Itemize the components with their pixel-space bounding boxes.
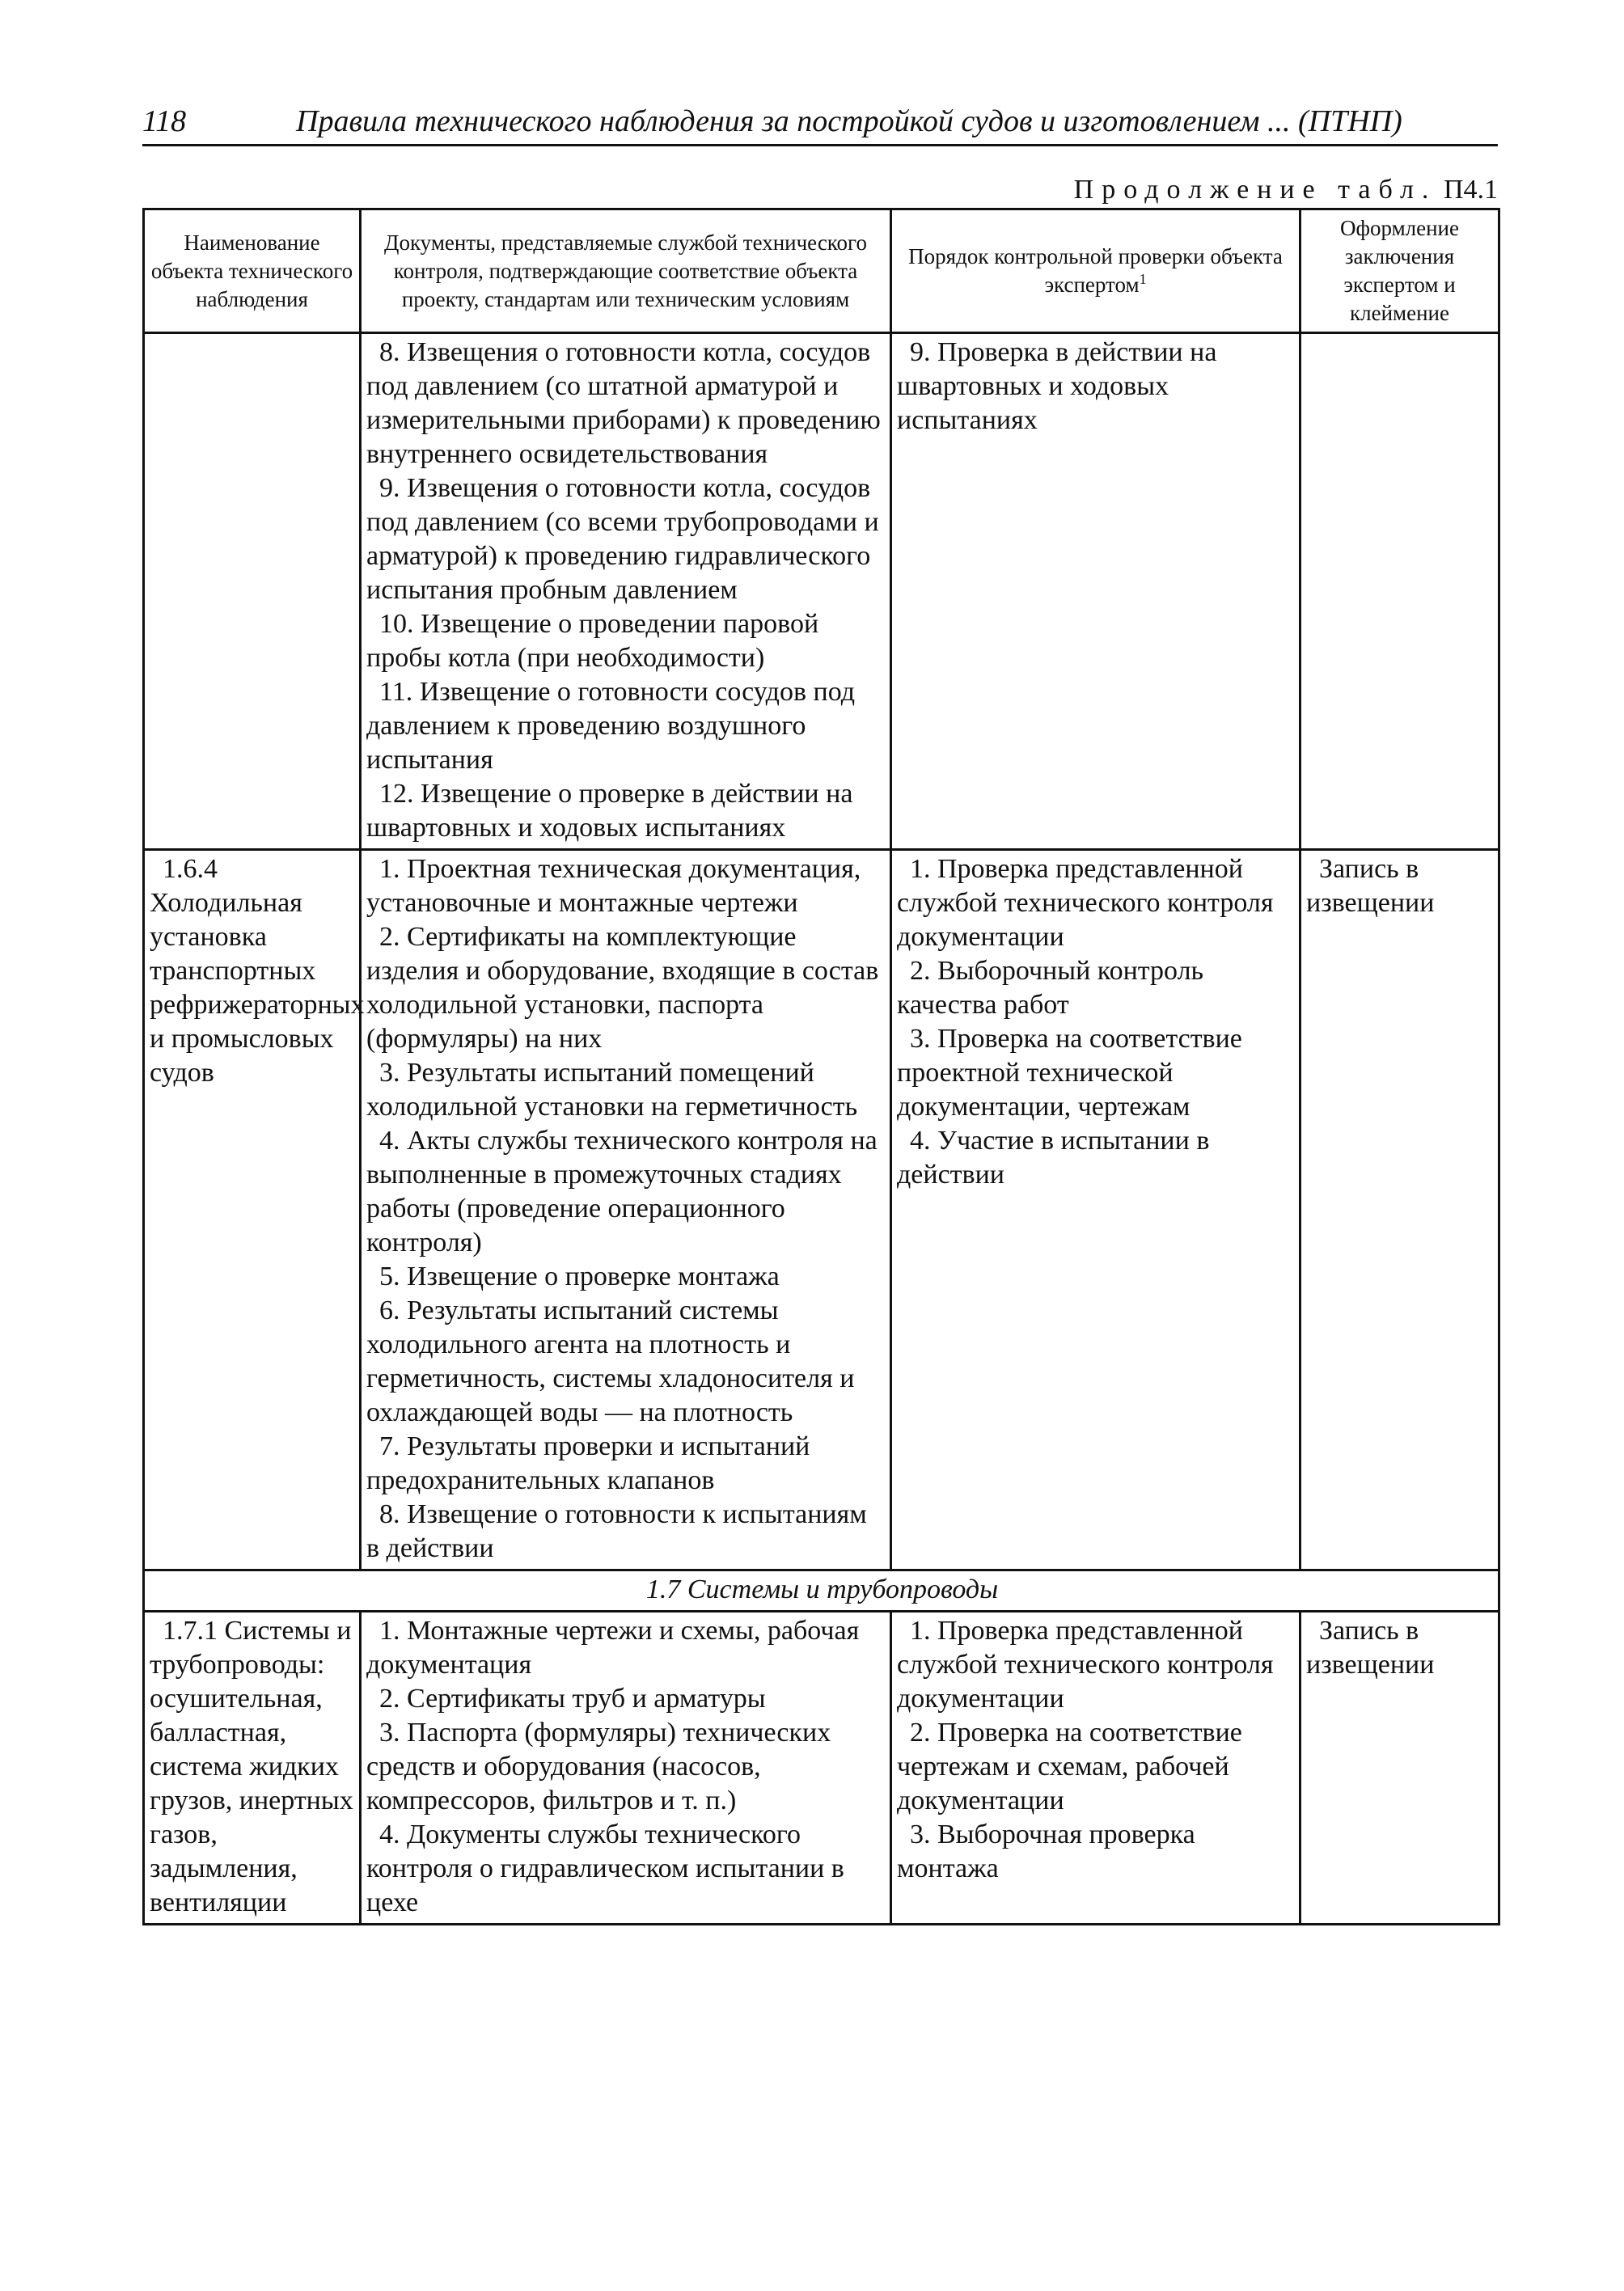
result-cell [1300, 333, 1499, 850]
requirements-table [142, 208, 1500, 1925]
document-item: 12. Извещение о проверке в действии на швартовных и ходовых испытаниях [366, 779, 853, 843]
documents-cell [361, 1612, 891, 1925]
column-header-checks-text: Порядок контрольной проверки объекта экспертом [908, 244, 1283, 297]
document-item: 2. Сертификаты труб и арматуры [379, 1684, 766, 1714]
table-row [144, 850, 1499, 1570]
document-item: 3. Результаты испытаний помещений холодильной установки на герметичность [366, 1058, 858, 1122]
document-item: 7. Результаты проверки и испытаний предохранительных клапанов [366, 1431, 810, 1495]
table-header-row [144, 209, 1499, 333]
check-item: 3. Проверка на соответствие проектной технической документации, чертежам [897, 1024, 1242, 1122]
section-title: 1.7 Системы и трубопроводы [144, 1570, 1499, 1612]
document-item: 6. Результаты испытаний системы холодильного агента на плотность и герметичность, системы хладоносителя и охлаждающей воды — на плотность [366, 1296, 855, 1427]
check-item: 3. Выборочная проверка монтажа [897, 1820, 1195, 1883]
result-text: Запись в извещении [1306, 854, 1435, 918]
page-number: 118 [142, 104, 187, 138]
checks-cell [891, 850, 1300, 1570]
table-continuation-caption [1074, 175, 1498, 205]
check-item: 2. Проверка на соответствие чертежам и схемам, рабочей документации [897, 1718, 1242, 1815]
check-item: 9. Проверка в действии на швартовных и ходовых испытаниях [897, 337, 1217, 435]
section-heading-row [144, 1570, 1499, 1612]
checks-cell [891, 333, 1300, 850]
document-item: 10. Извещение о проведении паровой пробы котла (при необходимости) [366, 609, 819, 673]
checks-cell [891, 1612, 1300, 1925]
check-item: 4. Участие в испытании в действии [897, 1126, 1210, 1190]
table-row [144, 1612, 1499, 1925]
document-item: 5. Извещение о проверке монтажа [379, 1262, 780, 1291]
check-item: 1. Проверка представленной службой технического контроля документации [897, 854, 1274, 952]
column-header-object: Наименование объекта технического наблюдения [144, 209, 361, 333]
result-cell [1300, 850, 1499, 1570]
document-item: 9. Извещения о готовности котла, сосудов под давлением (со всеми трубопроводами и арматурой) к проведению гидравлического испытания пробным давлением [366, 473, 879, 605]
document-item: 1. Проектная техническая документация, установочные и монтажные чертежи [366, 854, 861, 918]
running-title: Правила технического наблюдения за постройкой судов и изготовлением ... (ПТНП) [296, 104, 1402, 138]
check-item: 2. Выборочный контроль качества работ [897, 956, 1204, 1020]
continuation-label: Продолжение табл. [1073, 175, 1437, 205]
documents-cell [361, 333, 891, 850]
object-name: 1.6.4 Холодильная установка транспортных рефрижераторных и промысловых судов [150, 854, 365, 1088]
object-cell [144, 850, 365, 1570]
document-item: 3. Паспорта (формуляры) технических средств и оборудования (насосов, компрессоров, фильтров и т. п.) [366, 1718, 831, 1815]
document-item: 4. Акты службы технического контроля на выполненные в промежуточных стадиях работы (проведение операционного контроля) [366, 1126, 878, 1258]
check-item: 1. Проверка представленной службой технического контроля документации [897, 1616, 1274, 1714]
document-item: 8. Извещения о готовности котла, сосудов под давлением (со штатной арматурой и измерительными приборами) к проведению внутреннего освидетельствования [366, 337, 881, 469]
object-cell [144, 333, 361, 850]
result-cell [1300, 1612, 1499, 1925]
document-item: 2. Сертификаты на комплектующие изделия и оборудование, входящие в состав холодильной установки, паспорта (формуляры) на них [366, 922, 879, 1054]
column-header-result: Оформление заключения экспертом и клеймение [1300, 209, 1499, 333]
object-name: 1.7.1 Системы и трубопроводы: осушительная, балластная, система жидких грузов, инертных газов, задымления, вентиляции [150, 1616, 353, 1917]
column-header-documents: Документы, представляемые службой технического контроля, подтверждающие соответствие объекта проекту, стандартам или техническим условиям [361, 209, 891, 333]
object-cell [144, 1612, 361, 1925]
document-item: 8. Извещение о готовности к испытаниям в действии [366, 1499, 867, 1563]
table-number: П4.1 [1443, 175, 1498, 205]
running-header [142, 100, 1498, 146]
table-row [144, 333, 1499, 850]
documents-cell [361, 850, 891, 1570]
footnote-marker: 1 [1139, 271, 1147, 287]
document-item: 11. Извещение о готовности сосудов под давлением к проведению воздушного испытания [366, 677, 856, 775]
document-item: 4. Документы службы технического контроля о гидравлическом испытании в цехе [366, 1820, 844, 1917]
document-item: 1. Монтажные чертежи и схемы, рабочая документация [366, 1616, 860, 1680]
column-header-checks [891, 209, 1300, 333]
result-text: Запись в извещении [1306, 1616, 1435, 1680]
